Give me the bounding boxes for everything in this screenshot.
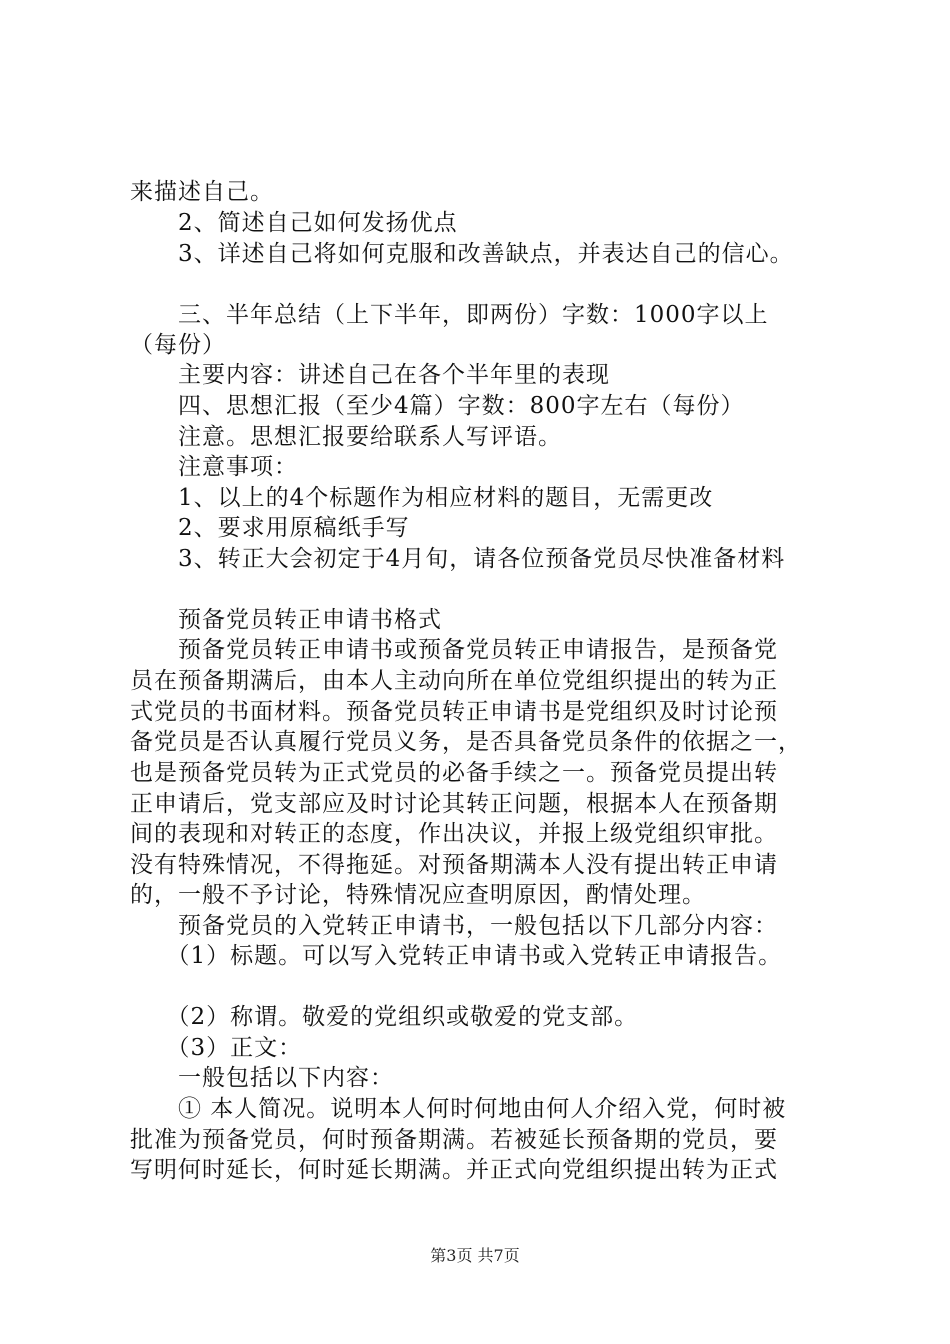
page-number-footer: 第3页 共7页 (430, 1246, 520, 1265)
text-line: 主要内容：讲述自己在各个半年里的表现 (130, 362, 610, 388)
text-line: （3）正文： (130, 1035, 303, 1061)
text-line: ① 本人简况。说明本人何时何地由何人介绍入党，何时被 (130, 1096, 787, 1122)
text-line: 批准为预备党员，何时预备期满。若被延长预备期的党员，要 (130, 1127, 778, 1153)
text-line: 写明何时延长，何时延长期满。并正式向党组织提出转为正式 (130, 1157, 778, 1183)
text-line: （2）称谓。敬爱的党组织或敬爱的党支部。 (130, 1004, 639, 1030)
text-line: （每份） (130, 332, 226, 358)
text-line: 正申请后，党支部应及时讨论其转正问题，根据本人在预备期 (130, 791, 778, 817)
text-line: 来描述自己。 (130, 179, 274, 205)
text-line: 也是预备党员转为正式党员的必备手续之一。预备党员提出转 (130, 760, 778, 786)
section-heading: 预备党员转正申请书格式 (130, 607, 442, 633)
text-line: 3、详述自己将如何克服和改善缺点，并表达自己的信心。 (130, 241, 794, 267)
text-line: 没有特殊情况，不得拖延。对预备期满本人没有提出转正申请 (130, 852, 778, 878)
text-line: 2、要求用原稿纸手写 (130, 515, 410, 541)
text-line: （1）标题。可以写入党转正申请书或入党转正申请报告。 (130, 943, 783, 969)
text-line: 员在预备期满后，由本人主动向所在单位党组织提出的转为正 (130, 668, 778, 694)
text-line: 3、转正大会初定于4月旬，请各位预备党员尽快准备材料 (130, 546, 786, 572)
text-line: 1、以上的4个标题作为相应材料的题目，无需更改 (130, 485, 714, 511)
text-line: 一般包括以下内容： (130, 1065, 394, 1091)
text-line: 注意事项： (130, 454, 298, 480)
text-line: 预备党员的入党转正申请书，一般包括以下几部分内容： (130, 913, 778, 939)
text-line: 注意。思想汇报要给联系人写评语。 (130, 424, 562, 450)
text-line: 2、简述自己如何发扬优点 (130, 210, 458, 236)
text-line: 预备党员转正申请书或预备党员转正申请报告，是预备党 (130, 637, 778, 663)
text-line: 四、思想汇报（至少4篇）字数：800字左右（每份） (130, 393, 745, 419)
text-line: 间的表现和对转正的态度，作出决议，并报上级党组织审批。 (130, 821, 778, 847)
text-line: 备党员是否认真履行党员义务，是否具备党员条件的依据之一， (130, 729, 802, 755)
text-line: 的，一般不予讨论，特殊情况应查明原因，酌情处理。 (130, 882, 706, 908)
text-line: 三、半年总结（上下半年，即两份）字数：1000字以上 (130, 302, 769, 328)
text-line: 式党员的书面材料。预备党员转正申请书是党组织及时讨论预 (130, 699, 778, 725)
